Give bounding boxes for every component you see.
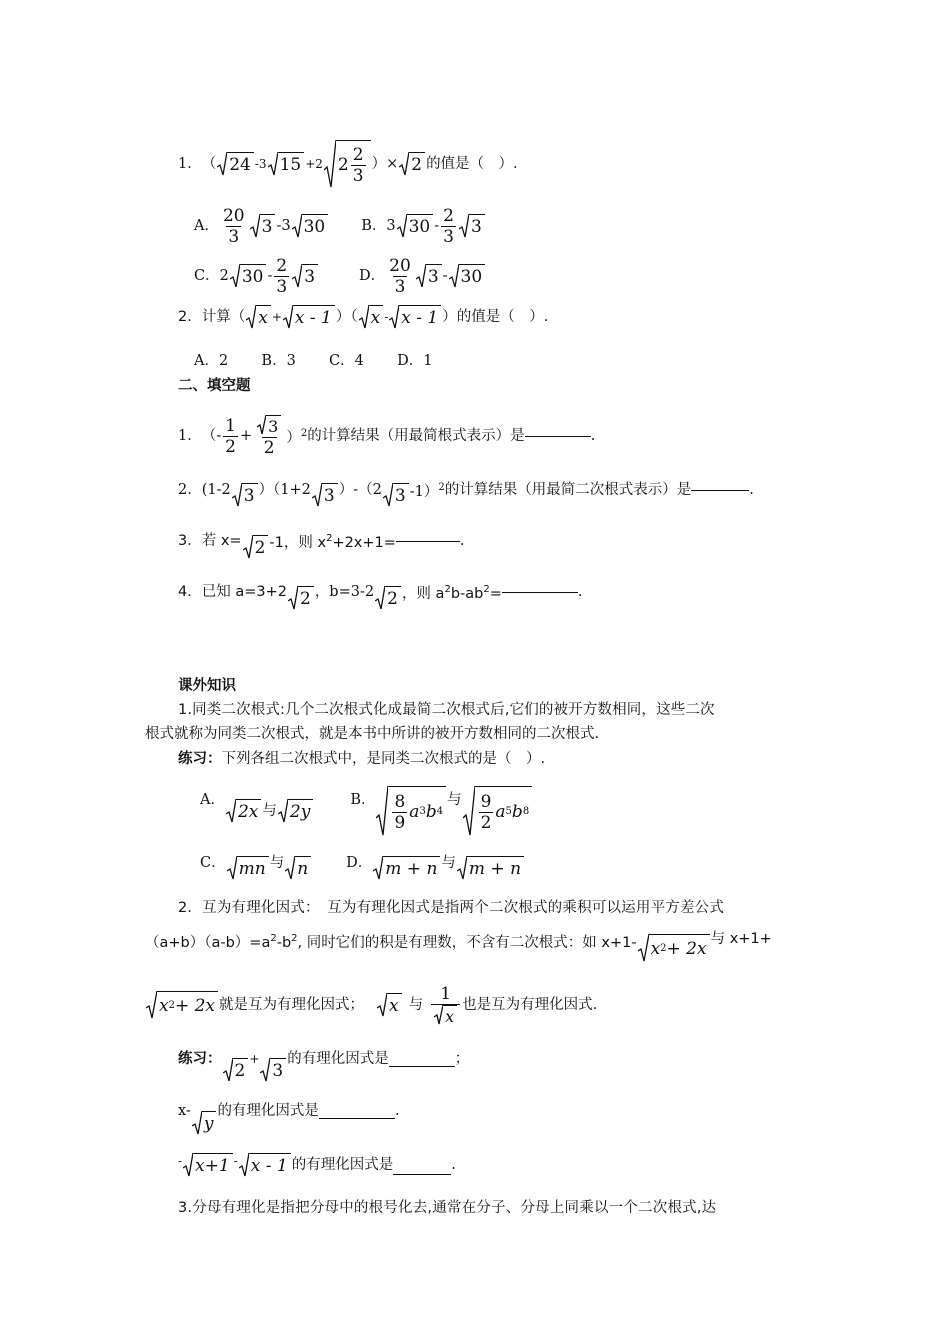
q1-minus3: -3 [254, 157, 267, 171]
period: . [590, 428, 596, 444]
option-b-label: B． [350, 792, 376, 808]
option-d-label: D． [359, 268, 386, 284]
ex3-end: . [394, 1103, 400, 1119]
radical-sign-icon [283, 305, 293, 329]
answer-blank[interactable] [319, 1100, 395, 1119]
radical-sign-icon [192, 1111, 202, 1135]
radical-sign-icon [292, 264, 302, 288]
section-2-heading: 二、填空题 [178, 378, 251, 394]
option-a-and: 与 [262, 803, 277, 819]
section-3-heading: 课外知识 [178, 678, 236, 694]
sqrt-3: 3 [232, 483, 258, 507]
radical-sign-icon [399, 152, 409, 176]
f3-number: 3．若 x= [178, 533, 242, 549]
sqrt-3: 3 [312, 483, 338, 507]
fraction-9-2: $\frac{9}{2}$ [480, 791, 492, 833]
sqrt-9-2-a5-b8: $\frac{9}{2}$ a 5 b 8 [463, 786, 533, 836]
answer-blank[interactable] [525, 436, 591, 437]
sqrt-x-plus-1: x+1 [183, 1153, 233, 1177]
ex3-head: x- [178, 1103, 191, 1119]
sqrt-2: 2 [243, 535, 269, 559]
radical-sign-icon [250, 214, 260, 238]
f3-tail1: -1，则 x [269, 535, 327, 551]
option-d-minus: - [442, 268, 448, 284]
q1-plus2: +2 [305, 157, 323, 171]
radical-sign-icon [383, 483, 393, 507]
fraction-1-sqrt-x: $\frac{1}{x}$ [431, 984, 460, 1027]
paragraph-3-line-1: 3.分母有理化是指把分母中的根号化去,通常在分子、分母上同乘以一个二次根式,达 [178, 1200, 717, 1216]
sqrt-30: 30 [449, 264, 486, 288]
sqrt-3: 3 [459, 214, 485, 238]
sqrt-8-9-a3-b4: $\frac{8}{9}$ a 3 b 4 [376, 786, 446, 836]
q2-minus: - [384, 310, 389, 324]
sqrt-3: 3 [260, 1058, 286, 1082]
ex2-tail: 的有理化因式是 [287, 1051, 389, 1067]
f2-number: 2．(1-2 [178, 482, 231, 498]
period: . [459, 533, 465, 549]
f2-p1: ）（1+2 [258, 482, 311, 498]
ex2-end: ； [454, 1051, 470, 1067]
sqrt-x: x [434, 1005, 457, 1027]
radical-sign-icon [463, 786, 475, 836]
sqrt-x-minus-1: x - 1 [239, 1153, 291, 1177]
q2-mid: ）（ [335, 309, 358, 325]
q1-number: 1． [178, 156, 202, 172]
f3-sup: 2 [326, 533, 333, 544]
paragraph-2-line-2: $(a+b)(a-b)=a^2-b^2$, 同时它们的积是有理数，不含有二次根式：如 x+1- x 2 + 2x 与 x+1+ [145, 928, 772, 962]
ex2-plus: + [249, 1052, 260, 1066]
radical-sign-icon [226, 799, 236, 823]
fraction-2-3: $\frac{2}{3}$ [443, 205, 454, 247]
sqrt-15: 15 [268, 152, 305, 176]
answer-blank[interactable] [389, 1048, 455, 1067]
p2-line3b: 也是互为有理化因式. [462, 997, 598, 1013]
answer-blank[interactable] [691, 490, 749, 491]
radical-sign-icon [288, 586, 298, 610]
f4-tail3: = [489, 586, 502, 602]
f2-p2: ）-（2 [338, 482, 382, 498]
p2-line2d: 与 x+1+ [710, 931, 772, 947]
f1-tail: 的计算结果（用最简根式表示）是 [307, 428, 525, 444]
radical-sign-icon [397, 214, 407, 238]
radical-sign-icon [260, 1058, 270, 1082]
f2-tail: 的计算结果（用最简二次根式表示）是 [444, 482, 692, 498]
fraction-2-3: $\frac{2}{3}$ [352, 144, 364, 186]
sqrt-3: 3 [257, 415, 281, 437]
radical-sign-icon [449, 264, 459, 288]
f4-tail1: ，则 a [401, 586, 445, 602]
sqrt-30: 30 [397, 214, 434, 238]
fraction-1-2: $\frac{1}{2}$ [225, 415, 236, 457]
exercise-1-options-ab [200, 783, 533, 839]
ex4-minus: - [233, 1154, 238, 1168]
radical-sign-icon [232, 483, 242, 507]
ex3-tail: 的有理化因式是 [217, 1103, 319, 1119]
radical-sign-icon [377, 993, 387, 1017]
mixed-whole: 2 [337, 155, 349, 175]
option-c-minus: - [267, 268, 273, 284]
exercise-1-text: 下列各组二次根式中，是同类二次根式的是（ ）. [221, 751, 546, 767]
radical-sign-icon [239, 1153, 249, 1177]
radical-sign-icon [268, 152, 278, 176]
radical-sign-icon [373, 856, 383, 880]
q2-tail: ）的值是（ ）. [442, 309, 549, 325]
sqrt-24: 24 [217, 152, 254, 176]
option-d-label: D． [346, 855, 373, 871]
fill-3 [178, 525, 465, 557]
answer-blank[interactable] [396, 541, 460, 542]
p2-line3a: 就是互为有理化因式； [219, 997, 365, 1013]
p2-and: 与 [408, 997, 424, 1013]
paragraph-1-line-1: 1.同类二次根式:几个二次根式化成最简二次根式后,它们的被开方数相同，这些二次 [178, 702, 715, 718]
ex4-tail: 的有理化因式是 [291, 1157, 394, 1173]
f1-plus: + [239, 428, 253, 444]
f1-sup: 2 [300, 428, 308, 439]
sqrt-30: 30 [292, 214, 329, 238]
f1-number: 1． [178, 428, 202, 444]
question-2 [178, 302, 548, 332]
q2-plus: + [271, 310, 282, 324]
exercise-1 [178, 748, 545, 770]
radical-sign-icon [638, 934, 649, 962]
paragraph-2-line-3 [145, 980, 597, 1030]
sqrt-2y: 2y [278, 799, 313, 823]
sqrt-2: 2 [399, 152, 425, 176]
fraction-20-3: $\frac{20}{3}$ [389, 255, 411, 297]
q1-close-times: ）× [371, 156, 399, 172]
q2-option-a: A．2 [194, 353, 229, 369]
fill-1: 1． （- $\frac{1}{2}$ + $\frac{3}{2}$ ）$^2$ 的计算结果（用最简根式表示）是 . [178, 415, 596, 458]
radical-sign-icon [217, 152, 227, 176]
radical-sign-icon [146, 991, 157, 1019]
question-1 [178, 140, 518, 188]
sqrt-30: 30 [230, 264, 267, 288]
exercise-label: 练习： [178, 751, 222, 767]
option-b-and: 与 [447, 792, 462, 808]
f4-tail2: b-ab [450, 586, 484, 602]
sqrt-2x: 2x [226, 799, 261, 823]
exercise-label: 练习： [178, 1051, 222, 1067]
f2-sup: 2 [438, 482, 445, 493]
sqrt-x-minus-1: x - 1 [283, 305, 335, 329]
option-c-label: C．2 [194, 268, 229, 284]
exercise-4 [178, 1150, 456, 1180]
sqrt-m-plus-n: m + n [373, 856, 440, 880]
sqrt-n: n [285, 856, 311, 880]
f2-p3: -1） [409, 484, 439, 500]
fraction-2-3: $\frac{2}{3}$ [276, 255, 288, 297]
radical-sign-icon [223, 1058, 233, 1082]
answer-blank[interactable] [502, 592, 578, 593]
option-c-and: 与 [269, 855, 285, 871]
q1-options-cd [194, 252, 486, 300]
fill-4: 4．已知 a=3+2 2 ，b=3-2 2 ，则 $a^2b-ab^2=$ . [178, 576, 582, 608]
ex4-end: . [451, 1157, 456, 1173]
option-a-label: A． [200, 792, 225, 808]
exercise-1-options-cd [200, 852, 525, 884]
fraction-20-3: $\frac{20}{3}$ [222, 205, 245, 247]
sqrt-x2-plus-2x: x 2 + 2x [146, 991, 218, 1019]
radical-sign-icon [292, 214, 302, 238]
f4-number: 4．已知 a=3+2 [178, 584, 287, 600]
sqrt-x: x [377, 993, 402, 1017]
option-c-label: C． [200, 855, 226, 871]
option-d-and: 与 [441, 855, 456, 871]
radical-sign-icon [312, 483, 322, 507]
radical-sign-icon [376, 786, 388, 836]
radical-sign-icon [324, 140, 336, 188]
radical-sign-icon [389, 305, 399, 329]
paragraph-2-line-1: 2．互为有理化因式： 互为有理化因式是指两个二次根式的乘积可以运用平方差公式 [178, 900, 725, 916]
sqrt-2: 2 [288, 586, 314, 610]
option-b-minus: - [434, 218, 440, 234]
sqrt-3: 3 [292, 264, 318, 288]
q2-option-d: D．1 [397, 353, 433, 369]
q1-options-ab [194, 202, 486, 250]
sqrt-y: y [192, 1111, 217, 1135]
radical-sign-icon [230, 264, 240, 288]
sqrt-mixed-2-2-3 [324, 140, 371, 188]
radical-sign-icon [183, 1153, 193, 1177]
fraction-sqrt3-2: $\frac{3}{2}$ [254, 415, 284, 458]
sqrt-x: x [246, 305, 271, 329]
option-b-label: B．3 [361, 218, 396, 234]
fill-2 [178, 474, 754, 506]
period: . [577, 584, 583, 600]
radical-sign-icon [278, 799, 288, 823]
radical-sign-icon [359, 305, 369, 329]
f4-mid: ，b=3-2 [314, 584, 375, 600]
q2-option-c: C．4 [329, 353, 364, 369]
radical-sign-icon [243, 535, 253, 559]
radical-sign-icon [457, 856, 467, 880]
radical-sign-icon [227, 856, 237, 880]
sqrt-mn: mn [227, 856, 269, 880]
f3-tail2: +2x+1= [332, 535, 396, 551]
sqrt-x2-plus-2x: x 2 + 2x [638, 934, 710, 962]
paragraph-1-line-2: 根式就称为同类二次根式，就是本书中所讲的被开方数相同的二次根式. [145, 726, 600, 742]
fraction-8-9: $\frac{8}{9}$ [394, 791, 406, 833]
radical-sign-icon [434, 1005, 443, 1025]
sqrt-2: 2 [375, 586, 401, 610]
radical-sign-icon [459, 214, 469, 238]
q2-options [194, 350, 432, 372]
period: . [749, 482, 754, 498]
radical-sign-icon [416, 264, 426, 288]
q1-tail: 的值是（ ）. [426, 156, 518, 172]
sqrt-3: 3 [416, 264, 442, 288]
sqrt-2: 2 [223, 1058, 249, 1082]
exercise-2 [178, 1048, 469, 1082]
answer-blank[interactable] [393, 1156, 451, 1175]
exercise-3 [178, 1100, 400, 1134]
sqrt-x: x [359, 305, 384, 329]
radical-sign-icon [246, 305, 256, 329]
q2-option-b: B．3 [261, 353, 296, 369]
radical-sign-icon [285, 856, 295, 880]
sqrt-x-minus-1: x - 1 [389, 305, 441, 329]
radical-sign-icon [257, 415, 266, 435]
f1-open: （- [201, 428, 222, 444]
sqrt-m-plus-n: m + n [457, 856, 524, 880]
q2-number: 2．计算（ [178, 309, 246, 325]
ex4-head: - [178, 1154, 183, 1168]
sqrt-3: 3 [250, 214, 276, 238]
q1-open: （ [201, 156, 217, 172]
sqrt-3: 3 [383, 483, 409, 507]
option-a-mid: -3 [276, 218, 291, 234]
option-a-label: A． [194, 218, 219, 234]
radical-sign-icon [375, 586, 385, 610]
